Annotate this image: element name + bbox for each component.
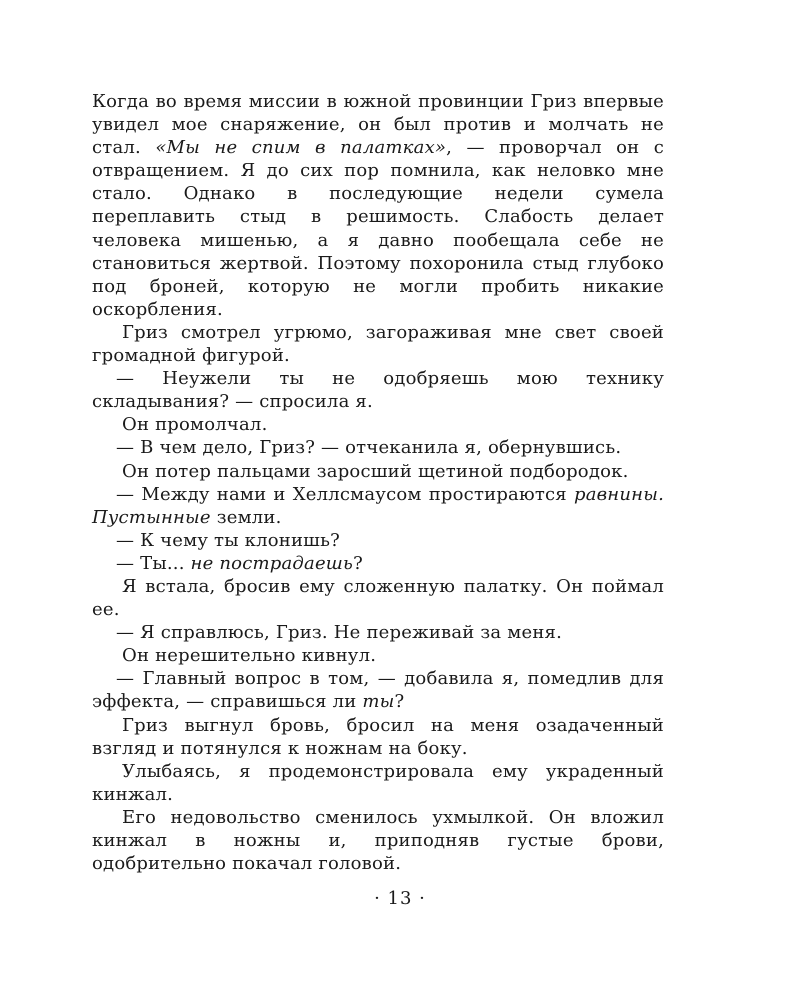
text-run: — Я справлюсь, Гриз. Не переживай за меня. xyxy=(116,622,563,644)
paragraph xyxy=(92,90,664,321)
text-run: — В чем дело, Гриз? — отчеканила я, обернувшись. xyxy=(116,437,622,459)
page-number: · 13 · xyxy=(374,888,426,909)
text-run: — Между нами и Хеллсмаусом простираются xyxy=(116,483,574,505)
text-run: Я встала, бросив ему сложенную палатку. Он поймал ее. xyxy=(92,575,664,621)
text-run: Гриз смотрел угрюмо, загораживая мне свет своей громадной фигурой. xyxy=(92,321,664,367)
paragraph xyxy=(92,552,664,575)
paragraph xyxy=(92,413,664,436)
text-run: — Неужели ты не одобряешь мою технику складывания? — спросила я. xyxy=(92,368,664,413)
paragraph xyxy=(92,529,664,552)
text-run: Он промолчал. xyxy=(122,414,268,436)
text-run: Он потер пальцами заросший щетиной подбородок. xyxy=(122,460,629,482)
text-run: — Главный вопрос в том, — добавила я, помедлив для эффекта, — справишься ли xyxy=(92,668,664,713)
paragraph xyxy=(92,644,664,667)
text-run: земли. xyxy=(210,506,282,528)
text-run: ? xyxy=(353,552,363,574)
paragraph xyxy=(92,321,664,367)
text-run: Когда во время миссии в южной провинции Гриз впервые увидел мое снаряжение, он был против и молчать не стал. xyxy=(92,91,664,159)
paragraph xyxy=(92,367,664,413)
paragraph xyxy=(92,483,664,529)
paragraph xyxy=(92,760,664,806)
italic-text: «Мы не спим в палатках» xyxy=(155,137,447,159)
paragraph xyxy=(92,667,664,713)
text-run: Гриз выгнул бровь, бросил на меня озадаченный взгляд и потянулся к ножнам на боку. xyxy=(92,714,664,759)
paragraph xyxy=(92,714,664,760)
text-run: — Ты... xyxy=(116,552,191,574)
text-run: Он нерешительно кивнул. xyxy=(122,645,377,667)
text-run: — К чему ты клонишь? xyxy=(116,529,340,551)
paragraph xyxy=(92,575,664,621)
body-text xyxy=(92,90,664,875)
paragraph xyxy=(92,806,664,875)
text-run: Улыбаясь, я продемонстрировала ему украденный кинжал. xyxy=(92,760,664,805)
paragraph xyxy=(92,621,664,644)
paragraph xyxy=(92,460,664,483)
text-run: ? xyxy=(394,691,405,713)
italic-text: равнины. Пустынные xyxy=(92,483,664,528)
italic-text: не пострадаешь xyxy=(190,552,354,574)
italic-text: ты xyxy=(362,691,395,713)
paragraph xyxy=(92,436,664,459)
text-run: , — проворчал он с отвращением. Я до сих пор помнила, как неловко мне стало. Однако в последующие недели сумела переплавить стыд в решимость. Слабость делает человека мишенью, а я давно пообещала себе не становиться жертвой. Поэтому похоронила стыд глубоко под броней, которую не могли пробить никакие оскорбления. xyxy=(92,137,664,320)
text-run: Его недовольство сменилось ухмылкой. Он вложил кинжал в ножны и, приподняв густые брови, одобрительно покачал головой. xyxy=(92,806,664,875)
